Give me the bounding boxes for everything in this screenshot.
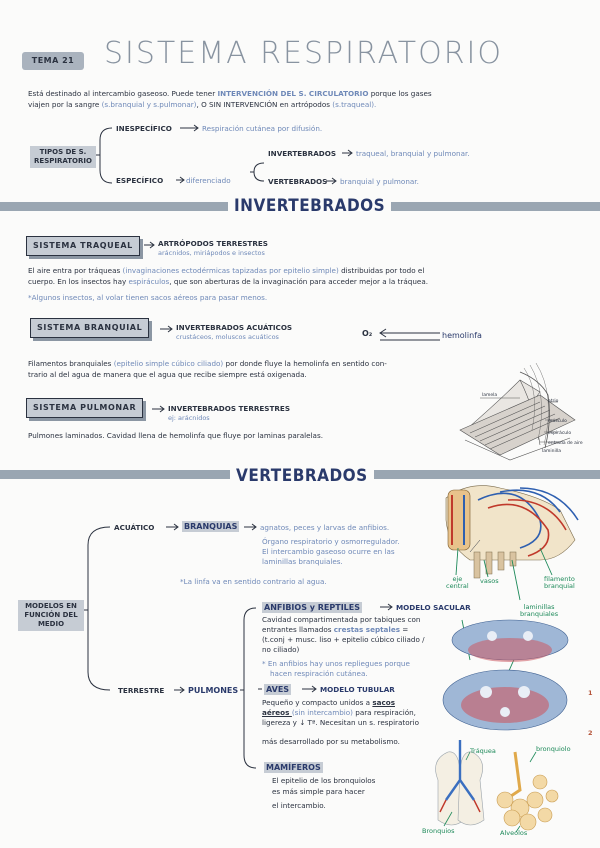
o2-label: O₂ — [362, 329, 373, 338]
page-title: SISTEMA RESPIRATORIO — [104, 36, 504, 71]
mamiferos-line-3: el intercambio. — [272, 801, 326, 810]
tipos-label: TIPOS DE S. RESPIRATORIO — [30, 146, 96, 168]
invert-desc: traqueal, branquial y pulmonar. — [356, 149, 470, 158]
fig-label-musculo: músculo — [548, 419, 567, 424]
modelo-tubular-label: MODELO TUBULAR — [320, 685, 395, 694]
pulmonar-who: INVERTEBRADOS TERRESTRES — [168, 404, 291, 413]
pulmones-label: PULMONES — [188, 686, 239, 695]
diferenciado-label: diferenciado — [186, 176, 231, 185]
box-sistema-traqueal: SISTEMA TRAQUEAL — [26, 236, 140, 256]
traqueal-line-2: cuerpo. En los insectos hay espiráculos, que son aberturas de la invaginación para acceder mejor a la tráquea. — [28, 277, 429, 286]
anfibios-line-1: Cavidad compartimentada por tabiques con — [262, 615, 421, 624]
fig-label-atrio: atrio — [548, 399, 559, 404]
fig-label-lamela: lamela — [482, 393, 498, 398]
invert-label: INVERTEBRADOS — [268, 149, 337, 158]
mamiferos-line-2: es más simple para hacer — [272, 787, 365, 796]
aves-label: AVES — [266, 685, 290, 694]
modelos-label: MODELOS EN FUNCIÓN DEL MEDIO — [18, 600, 84, 631]
acuatico-label: ACUÁTICO — [114, 523, 155, 532]
fig-eje-central: eje central — [446, 575, 469, 590]
pulmonar-line-1: Pulmones laminados. Cavidad llena de hemolinfa que fluye por laminas paralelas. — [28, 431, 323, 440]
modelo-sacular-label: MODELO SACULAR — [396, 603, 471, 612]
fig-num-1: 1 — [588, 689, 593, 697]
traqueal-who-sub: arácnidos, miriápodos e insectos — [158, 249, 265, 257]
anfibios-line-4: no ciliado) — [262, 645, 300, 654]
fig-bronquiolo: bronquiolo — [536, 745, 571, 753]
fig-filamento: filamento branquial — [544, 575, 575, 590]
traqueal-line-1: El aire entra por tráqueas (invaginaciones ectodérmicas tapizadas por epitelio simple) distribuidas por todo el — [28, 266, 425, 275]
traqueal-who: ARTRÓPODOS TERRESTRES — [158, 239, 268, 248]
fig-vasos: vasos — [480, 577, 499, 585]
fig-bronquios: Bronquios — [422, 827, 455, 835]
vert-label: VERTEBRADOS — [268, 177, 328, 186]
traqueal-note: *Algunos insectos, al volar tienen sacos aéreos para pasar menos. — [28, 293, 268, 302]
box-sistema-pulmonar: SISTEMA PULMONAR — [26, 398, 143, 418]
terrestre-label: TERRESTRE — [118, 686, 165, 695]
aves-line-4: más desarrollado por su metabolismo. — [262, 737, 400, 746]
anfibios-label: ANFIBIOS y REPTILES — [264, 603, 360, 612]
anfibios-line-2: entrantes llamados crestas septales = — [262, 625, 409, 634]
branquias-desc-3: laminillas branquiales. — [262, 557, 343, 566]
branquias-note: *La linfa va en sentido contrario al agua. — [180, 577, 327, 586]
anfibios-line-3: (t.conj + musc. liso + epitelio cúbico ciliado / — [262, 635, 425, 644]
fig-num-2: 2 — [588, 729, 593, 737]
box-sistema-branquial: SISTEMA BRANQUIAL — [30, 318, 149, 338]
branquial-line-2: trario al del agua de manera que el agua que recibe siempre está oxigenada. — [28, 370, 307, 379]
fig-label-entrada: entrada de aire — [548, 441, 583, 446]
branquias-label: BRANQUIAS — [184, 522, 238, 531]
anfibios-note-2: hacen respiración cutánea. — [270, 669, 368, 678]
inespecifico-label: INESPECÍFICO — [116, 124, 172, 133]
intro-line-1: Está destinado al intercambio gaseoso. Puede tener INTERVENCIÓN DEL S. CIRCULATORIO porque los gases — [28, 89, 432, 98]
anfibios-note-1: * En anfibios hay unos repliegues porque — [262, 659, 410, 668]
branquial-who-sub: crustáceos, moluscos acuáticos — [176, 333, 279, 341]
fig-laminillas: laminillas branquiales — [520, 603, 559, 618]
fig-traquea: Tráquea — [470, 747, 496, 755]
aves-line-3: ligereza y ↓ Tª. Necesitan un s. respiratorio — [262, 718, 419, 727]
tema-badge: TEMA 21 — [22, 52, 84, 70]
section-title-invertebrados: INVERTEBRADOS — [228, 196, 391, 216]
branquial-who: INVERTEBRADOS ACUÁTICOS — [176, 323, 293, 332]
vert-desc: branquial y pulmonar. — [340, 177, 419, 186]
mamiferos-label: MAMÍFEROS — [266, 763, 321, 772]
especifico-label: ESPECÍFICO — [116, 176, 164, 185]
hemolinfa-label: hemolinfa — [442, 331, 482, 340]
branquias-who: agnatos, peces y larvas de anfibios. — [260, 523, 390, 532]
fig-label-laminilla: laminilla — [542, 449, 562, 454]
intro-line-2: viajen por la sangre (s.branquial y s.pulmonar), O SIN INTERVENCIÓN en artrópodos (s.traqueal). — [28, 100, 377, 109]
fig-label-espiraculo: espiráculo — [548, 431, 572, 436]
fig-alveolos: Alveolos — [500, 829, 528, 837]
section-title-vertebrados: VERTEBRADOS — [230, 466, 374, 486]
inespecifico-desc: Respiración cutánea por difusión. — [202, 124, 323, 133]
aves-line-2: aéreos (sin intercambio) para respiración, — [262, 708, 416, 717]
branquial-line-1: Filamentos branquiales (epitelio simple cúbico ciliado) por donde fluye la hemolinfa en sentido con- — [28, 359, 387, 368]
mamiferos-line-1: El epitelio de los bronquiolos — [272, 776, 376, 785]
pulmonar-who-sub: ej: arácnidos — [168, 414, 210, 422]
branquias-desc-1: Órgano respiratorio y osmorregulador. — [262, 537, 400, 546]
aves-line-1: Pequeño y compacto unidos a sacos — [262, 698, 395, 707]
branquias-desc-2: El intercambio gaseoso ocurre en las — [262, 547, 395, 556]
